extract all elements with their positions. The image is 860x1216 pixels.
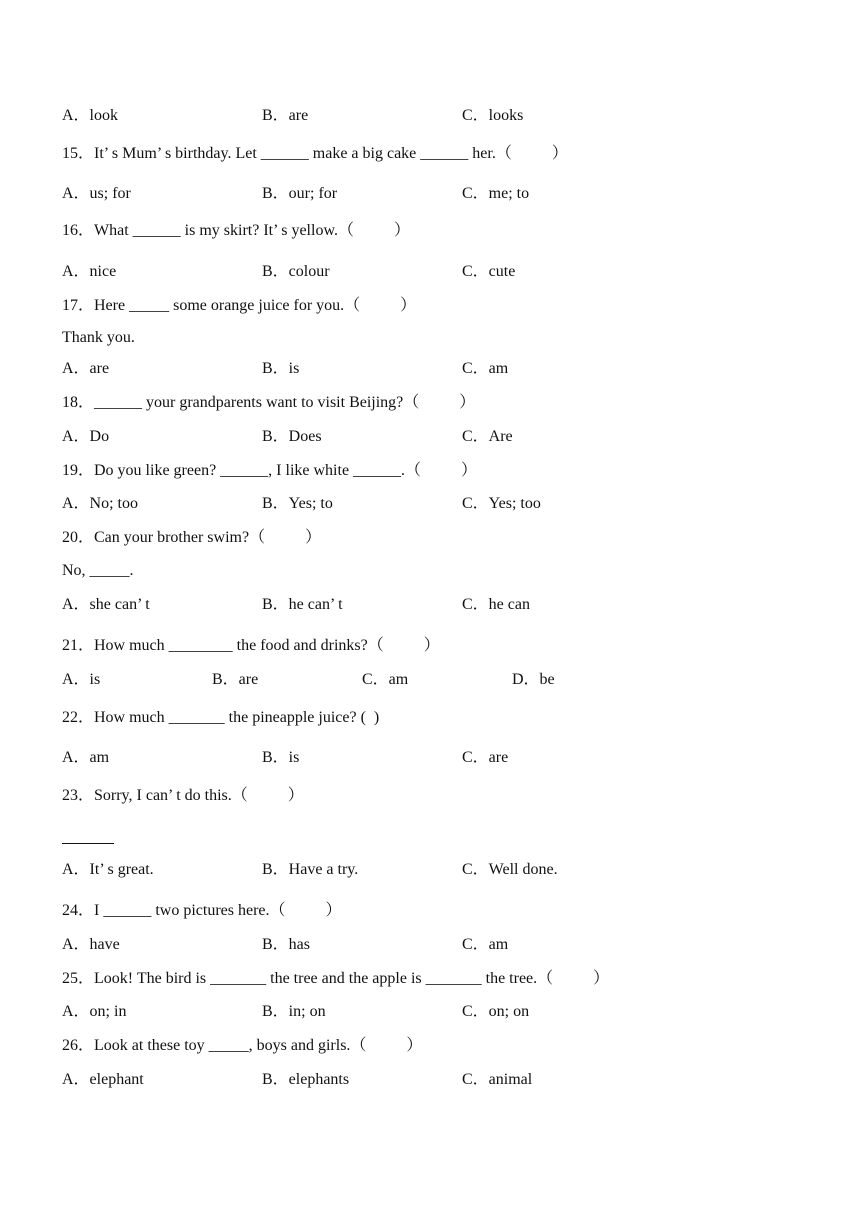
- answer-option: B．colour: [262, 263, 330, 280]
- question-text: 21．How much ________ the food and drinks?（ ）: [62, 637, 440, 654]
- answer-option: C．Are: [462, 428, 513, 445]
- answer-option: C．animal: [462, 1071, 533, 1088]
- answer-option: B．are: [262, 107, 309, 124]
- answer-option: A．It’ s great.: [62, 861, 154, 878]
- answer-option: C．looks: [462, 107, 524, 124]
- answer-option: A．am: [62, 749, 110, 766]
- answer-option: A．look: [62, 107, 119, 124]
- question-text: 19．Do you like green? ______, I like white ______.（ ）: [62, 462, 478, 479]
- answer-option: C．are: [462, 749, 509, 766]
- question-text: 23．Sorry, I can’ t do this.（ ）: [62, 787, 304, 804]
- answer-option: B．Does: [262, 428, 322, 445]
- question-prompt-line: Thank you.: [62, 329, 135, 346]
- answer-option: A．elephant: [62, 1071, 144, 1088]
- answer-option: B．has: [262, 936, 311, 953]
- answer-option: A．are: [62, 360, 110, 377]
- answer-option: C．me; to: [462, 185, 530, 202]
- answer-option: C．am: [462, 936, 509, 953]
- answer-blank-line: [62, 843, 114, 844]
- question-text: 22．How much _______ the pineapple juice? ( ): [62, 709, 380, 726]
- answer-option: A．No; too: [62, 495, 139, 512]
- answer-option: C．am: [462, 360, 509, 377]
- answer-option: B．Have a try.: [262, 861, 359, 878]
- answer-option: B．is: [262, 360, 300, 377]
- question-text: 16．What ______ is my skirt? It’ s yellow.（ ）: [62, 222, 410, 239]
- answer-option: A．nice: [62, 263, 117, 280]
- answer-option: A．is: [62, 671, 101, 688]
- question-text: 17．Here _____ some orange juice for you.（ ）: [62, 297, 417, 314]
- answer-option: B．Yes; to: [262, 495, 333, 512]
- answer-option: C．Yes; too: [462, 495, 541, 512]
- answer-option: A．Do: [62, 428, 110, 445]
- answer-option: A．she can’ t: [62, 596, 150, 613]
- answer-option: B．elephants: [262, 1071, 350, 1088]
- answer-option: C．cute: [462, 263, 516, 280]
- answer-option: B．our; for: [262, 185, 338, 202]
- question-text: 26．Look at these toy _____, boys and girls.（ ）: [62, 1037, 423, 1054]
- answer-option: A．on; in: [62, 1003, 127, 1020]
- question-text: 25．Look! The bird is _______ the tree and the apple is _______ the tree.（ ）: [62, 970, 610, 987]
- answer-option: B．is: [262, 749, 300, 766]
- answer-option: C．on; on: [462, 1003, 530, 1020]
- question-text: 20．Can your brother swim?（ ）: [62, 529, 322, 546]
- answer-option: A．us; for: [62, 185, 131, 202]
- question-text: 15．It’ s Mum’ s birthday. Let ______ make a big cake ______ her.（ ）: [62, 145, 568, 162]
- answer-option: B．he can’ t: [262, 596, 343, 613]
- answer-option: C．he can: [462, 596, 530, 613]
- answer-option: B．are: [212, 671, 259, 688]
- answer-option: D．be: [512, 671, 555, 688]
- answer-option: C．am: [362, 671, 409, 688]
- answer-option: A．have: [62, 936, 120, 953]
- question-text: 24．I ______ two pictures here.（ ）: [62, 902, 342, 919]
- question-prompt-line: No, _____.: [62, 562, 134, 579]
- answer-option: C．Well done.: [462, 861, 558, 878]
- answer-option: B．in; on: [262, 1003, 326, 1020]
- question-text: 18．______ your grandparents want to visit Beijing?（ ）: [62, 394, 476, 411]
